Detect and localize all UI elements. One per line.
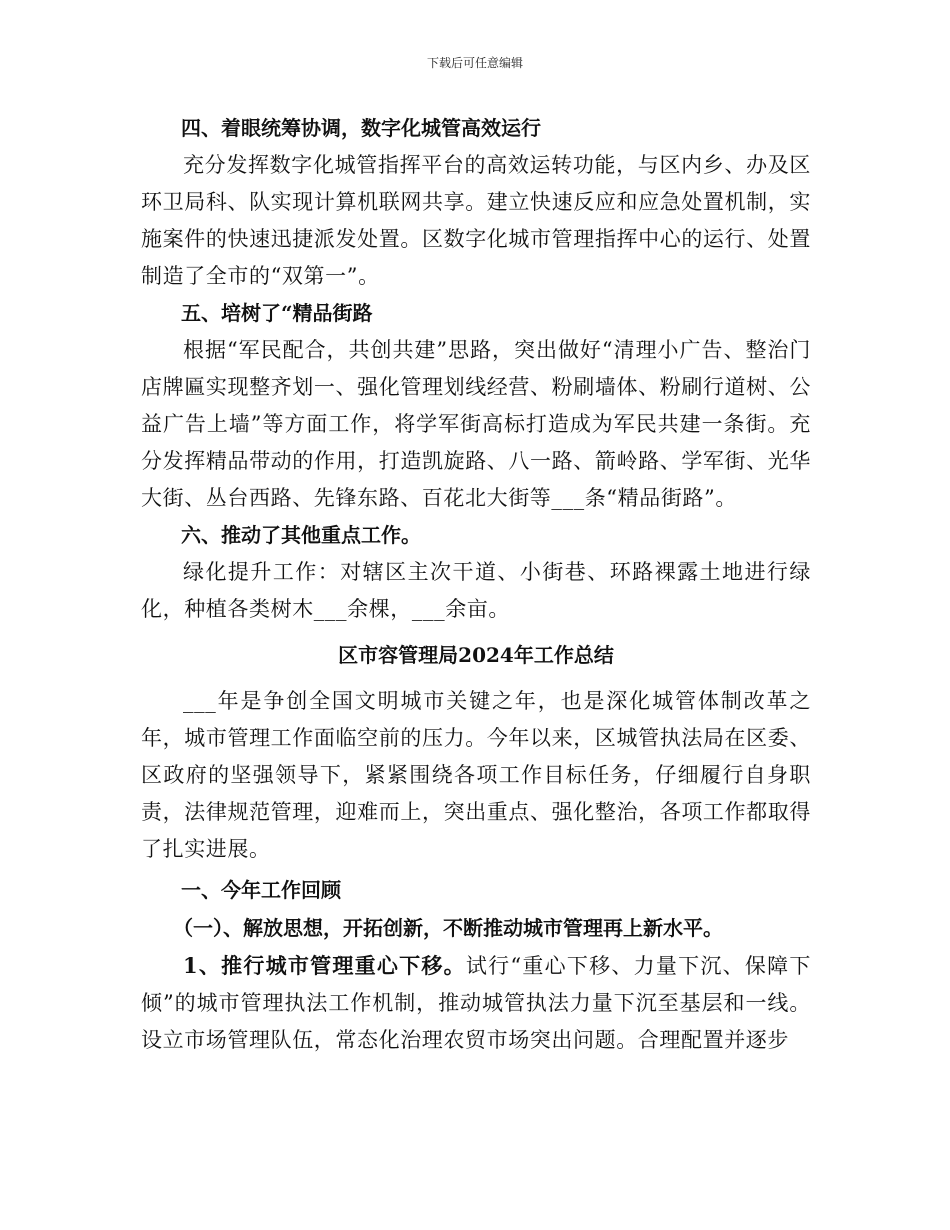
header-note: 下载后可任意编辑 (426, 56, 523, 70)
intro-paragraph: ___年是争创全国文明城市关键之年，也是深化城管体制改革之年，城市管理工作面临空前的压力。今年以来，区城管执法局在区委、区政府的坚强领导下，紧紧围绕各项工作目标任务，仔细履行自身职责，法律规范管理，迎难而上，突出重点、强化整治，各项工作都取得了扎实进展。 (141, 689, 811, 861)
section-4-heading: 四、着眼统筹协调，数字化城管高效运行 (181, 116, 541, 140)
section-5-paragraph: 根据“军民配合，共创共建”思路，突出做好“清理小广告、整治门店牌匾实现整齐划一、强化管理划线经营、粉刷墙体、粉刷行道树、公益广告上墙”等方面工作，将学军街高标打造成为军民共建一条街。充分发挥精品带动的作用，打造凯旋路、八一路、箭岭路、学军街、光华大街、丛台西路、先锋东路、百花北大街等___条“精品街路”。 (141, 338, 811, 510)
section-6-heading: 六、推动了其他重点工作。 (181, 523, 421, 547)
section-5-heading: 五、培树了“精品街路 (181, 301, 373, 325)
section-4-paragraph: 充分发挥数字化城管指挥平台的高效运转功能，与区内乡、办及区环卫局科、队实现计算机联网共享。建立快速反应和应急处置机制，实施案件的快速迅捷派发处置。区数字化城市管理指挥中心的运行、处置制造了全市的“双第一”。 (141, 153, 811, 288)
item-1-body: 试行“重心下移、力量下沉、保障下倾”的城市管理执法工作机制，推动城管执法力量下沉至基层和一线。设立市场管理队伍，常态化治理农贸市场突出问题。合理配置并逐步 (141, 954, 811, 1052)
document-body (141, 110, 811, 1059)
document-title: 区市容管理局2024年工作总结 (338, 643, 614, 667)
section-6-paragraph: 绿化提升工作：对辖区主次干道、小街巷、环路裸露土地进行绿化，种植各类树木___余棵，___余亩。 (141, 560, 811, 621)
part-1-heading: 一、今年工作回顾 (181, 878, 341, 902)
item-1-paragraph (141, 947, 811, 1059)
part-1-subheading: （一）、解放思想，开拓创新，不断推动城市管理再上新水平。 (173, 916, 723, 940)
item-1-lead: 1、推行城市管理重心下移。 (183, 953, 466, 978)
